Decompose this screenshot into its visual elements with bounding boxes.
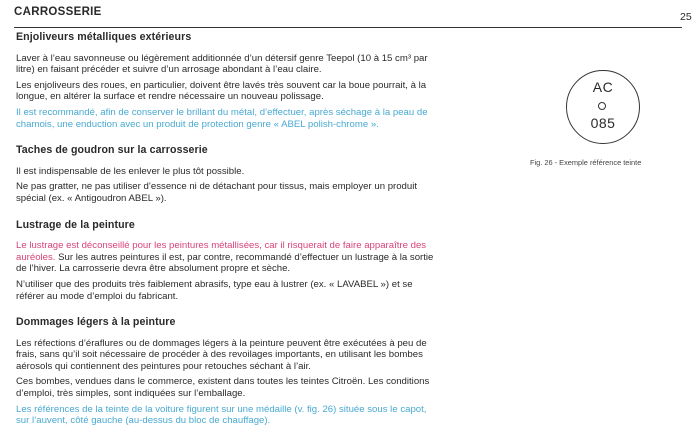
section-heading: Taches de goudron sur la carrosserie [16,144,208,157]
figure-caption: Fig. 26 - Exemple référence teinte [530,158,642,167]
paragraph: Les réfections d’éraflures ou de dommages légers à la peinture peuvent être exécutées à peu de frais, sans qu’il soit nécessaire de procéder à des revoilages importants, en utilisant les bombes aérosols qui contiennent des peintures pour retouches séchant à l’air. [16,337,427,372]
note-paragraph: Les références de la teinte de la voiture figurent sur une médaille (v. fig. 26) située sous le capot, sur l’auvent, côté gauche (au-dessus du bloc de chauffage). [16,403,427,427]
medallion-top-code: AC [592,79,614,95]
medallion-center-ring [598,102,606,110]
paragraph: Les enjoliveurs des roues, en particulier, doivent être lavés très souvent car la boue pourrait, à la longue, en altérer la surface et rendre nécessaire un nouveau polissage. [16,79,427,103]
paragraph: Ne pas gratter, ne pas utiliser d’essence ni de détachant pour tissus, mais employer un produit spécial (ex. « Antigoudron ABEL »). [16,181,418,204]
page-number: 25 [680,11,692,23]
note-paragraph: Il est recommandé, afin de conserver le brillant du métal, d’effectuer, après séchage à la peau de chamois, une enduction avec un produit de protection genre « ABEL polish-chrome ». [16,106,428,130]
page-header-title: CARROSSERIE [14,6,102,18]
paragraph: Laver à l’eau savonneuse ou légèrement additionnée d’un détersif genre Teepol (10 à 15 cm³ par litre) en faisant précéder et suivre d’un arrosage abondant à l’eau claire. [16,52,428,76]
section-heading: Lustrage de la peinture [16,218,135,231]
paragraph: Ces bombes, vendues dans le commerce, existent dans toutes les teintes Citroën. Les conditions d’emploi, très simples, sont indiquées sur l’emballage. [16,376,430,400]
paint-reference-medallion [566,70,640,144]
paragraph: N’utiliser que des produits très faiblement abrasifs, type eau à lustrer (ex. « LAVABEL ») et se référer au mode d’emploi du fabricant. [16,278,413,302]
paragraph-text: Sur les autres peintures il est, par contre, recommandé d’effectuer un lustrage à la sortie de l’hiver. La carrosserie devra être absolument propre et sèche. [16,251,434,275]
warning-text: Le lustrage est déconseillé pour les peintures métallisées, car il risquerait de faire apparaître des auréoles. [16,240,427,263]
section-heading: Dommages légers à la peinture [16,316,176,329]
header-divider [14,27,682,28]
main-text-column [16,32,440,431]
section-heading: Enjoliveurs métalliques extérieurs [16,31,192,43]
medallion-bottom-code: 085 [590,115,616,131]
paragraph: Il est indispensable de les enlever le plus tôt possible. [16,165,245,177]
paragraph [16,240,440,275]
